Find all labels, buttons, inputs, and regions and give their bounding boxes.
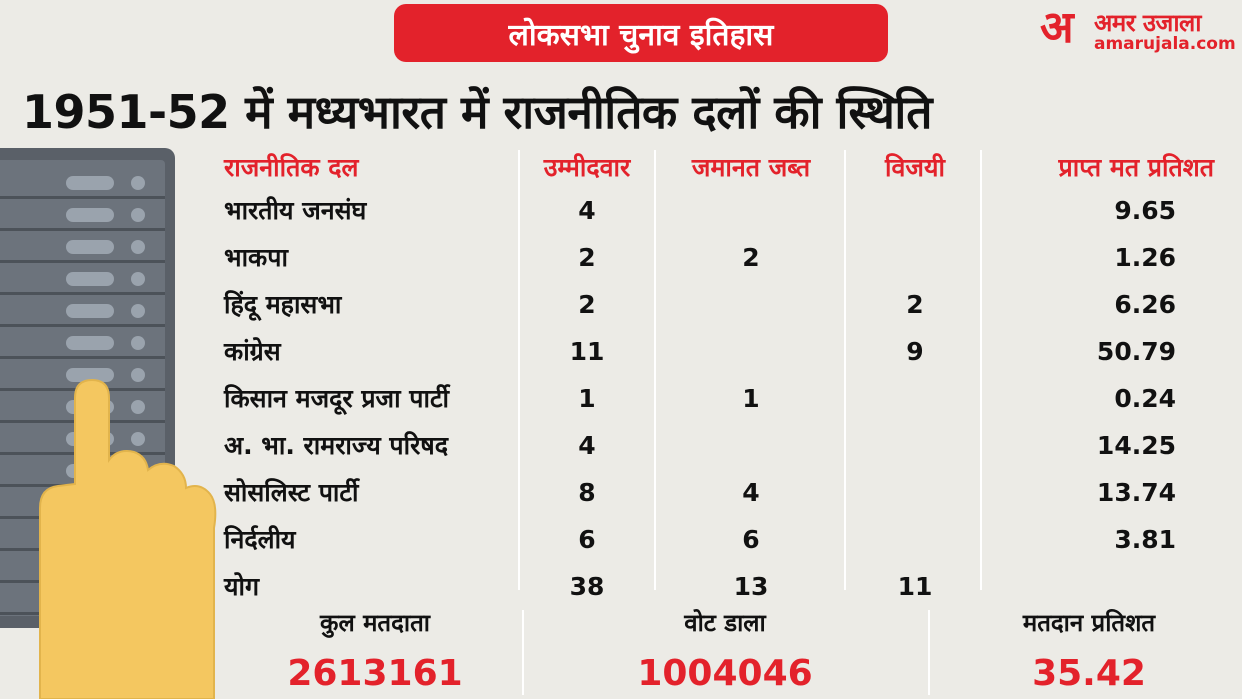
cell-candidates: 11	[569, 337, 605, 366]
cell-vote-percent: 13.74	[1096, 478, 1176, 507]
cell-vote-percent: 14.25	[1096, 431, 1176, 460]
cell-deposit-forfeited: 4	[742, 478, 760, 507]
cell-vote-percent: 50.79	[1096, 337, 1176, 366]
evm-light-icon	[131, 432, 145, 446]
cell-won	[850, 376, 980, 422]
cell-party: हिंदू महासभा	[224, 290, 342, 319]
evm-light-icon	[131, 336, 145, 350]
cell-candidates: 4	[578, 431, 596, 460]
cell-deposit-forfeited	[658, 188, 844, 234]
cell-deposit-forfeited: 6	[742, 525, 760, 554]
cell-won	[850, 423, 980, 469]
cell-candidates: 1	[578, 384, 596, 413]
evm-button-icon	[66, 304, 114, 318]
summary-value: 1004046	[637, 653, 813, 694]
summary-label: कुल मतदाता	[320, 609, 430, 637]
cell-vote-percent: 9.65	[1114, 196, 1176, 225]
cell-vote-percent: 1.26	[1114, 243, 1176, 272]
evm-button-icon	[66, 208, 114, 222]
summary-value: 35.42	[1032, 653, 1146, 694]
amar-ujala-logo	[1040, 4, 1240, 56]
evm-button-icon	[66, 240, 114, 254]
cell-deposit-forfeited	[658, 282, 844, 328]
evm-light-icon	[131, 240, 145, 254]
logo-name: अमर उजाला	[1094, 9, 1202, 37]
header-vote-percent: प्राप्त मत प्रतिशत	[1058, 153, 1214, 182]
evm-light-icon	[131, 304, 145, 318]
summary-label: मतदान प्रतिशत	[1022, 609, 1156, 637]
evm-button-icon	[66, 336, 114, 350]
cell-candidates: 2	[578, 243, 596, 272]
evm-light-icon	[131, 368, 145, 382]
evm-light-icon	[131, 176, 145, 190]
summary-turnout	[936, 600, 1242, 699]
logo-glyph: अ	[1040, 2, 1074, 53]
cell-candidates: 38	[569, 572, 605, 601]
header-party: राजनीतिक दल	[224, 153, 359, 182]
cell-party: भारतीय जनसंघ	[224, 196, 367, 225]
cell-won	[850, 517, 980, 563]
cell-party: निर्दलीय	[224, 525, 296, 554]
cell-vote-percent: 0.24	[1114, 384, 1176, 413]
cell-candidates: 8	[578, 478, 596, 507]
cell-deposit-forfeited	[658, 329, 844, 375]
cell-deposit-forfeited	[658, 423, 844, 469]
cell-won: 11	[897, 572, 933, 601]
page-title: 1951-52 में मध्यभारत में राजनीतिक दलों की स्थिति	[22, 85, 932, 139]
cell-won	[850, 235, 980, 281]
summary-total-voters	[230, 600, 520, 699]
cell-won	[850, 470, 980, 516]
column-divider	[654, 150, 656, 590]
cell-won	[850, 188, 980, 234]
section-tag-label: लोकसभा चुनाव इतिहास	[508, 17, 774, 53]
cell-party: अ. भा. रामराज्य परिषद	[224, 431, 449, 460]
header-deposit-forfeited: जमानत जब्त	[691, 153, 811, 182]
column-divider	[518, 150, 520, 590]
cell-deposit-forfeited: 2	[742, 243, 760, 272]
summary-label: वोट डाला	[684, 609, 766, 637]
evm-button-icon	[66, 272, 114, 286]
summary-divider	[928, 610, 930, 695]
summary-bar	[230, 600, 1242, 699]
cell-won: 9	[906, 337, 924, 366]
header-candidates: उम्मीदवार	[543, 153, 631, 182]
cell-candidates: 6	[578, 525, 596, 554]
cell-candidates: 2	[578, 290, 596, 319]
cell-vote-percent: 6.26	[1114, 290, 1176, 319]
evm-button-icon	[66, 176, 114, 190]
header-won: विजयी	[885, 153, 945, 182]
section-tag	[394, 4, 888, 62]
summary-votes-cast	[530, 600, 920, 699]
cell-vote-percent: 3.81	[1114, 525, 1176, 554]
summary-value: 2613161	[287, 653, 463, 694]
evm-light-icon	[131, 272, 145, 286]
column-divider	[980, 150, 982, 590]
cell-party: कांग्रेस	[224, 337, 281, 366]
column-divider	[844, 150, 846, 590]
logo-site: amarujala.com	[1094, 34, 1236, 54]
evm-light-icon	[131, 400, 145, 414]
summary-divider	[522, 610, 524, 695]
cell-deposit-forfeited: 13	[733, 572, 769, 601]
evm-light-icon	[131, 208, 145, 222]
evm-voting-hand-icon	[0, 148, 230, 699]
cell-won: 2	[906, 290, 924, 319]
cell-party: किसान मजदूर प्रजा पार्टी	[224, 384, 450, 413]
cell-party: सोसलिस्ट पार्टी	[224, 478, 359, 507]
cell-party: भाकपा	[224, 243, 288, 272]
cell-candidates: 4	[578, 196, 596, 225]
cell-deposit-forfeited: 1	[742, 384, 760, 413]
cell-party: योग	[224, 572, 260, 601]
